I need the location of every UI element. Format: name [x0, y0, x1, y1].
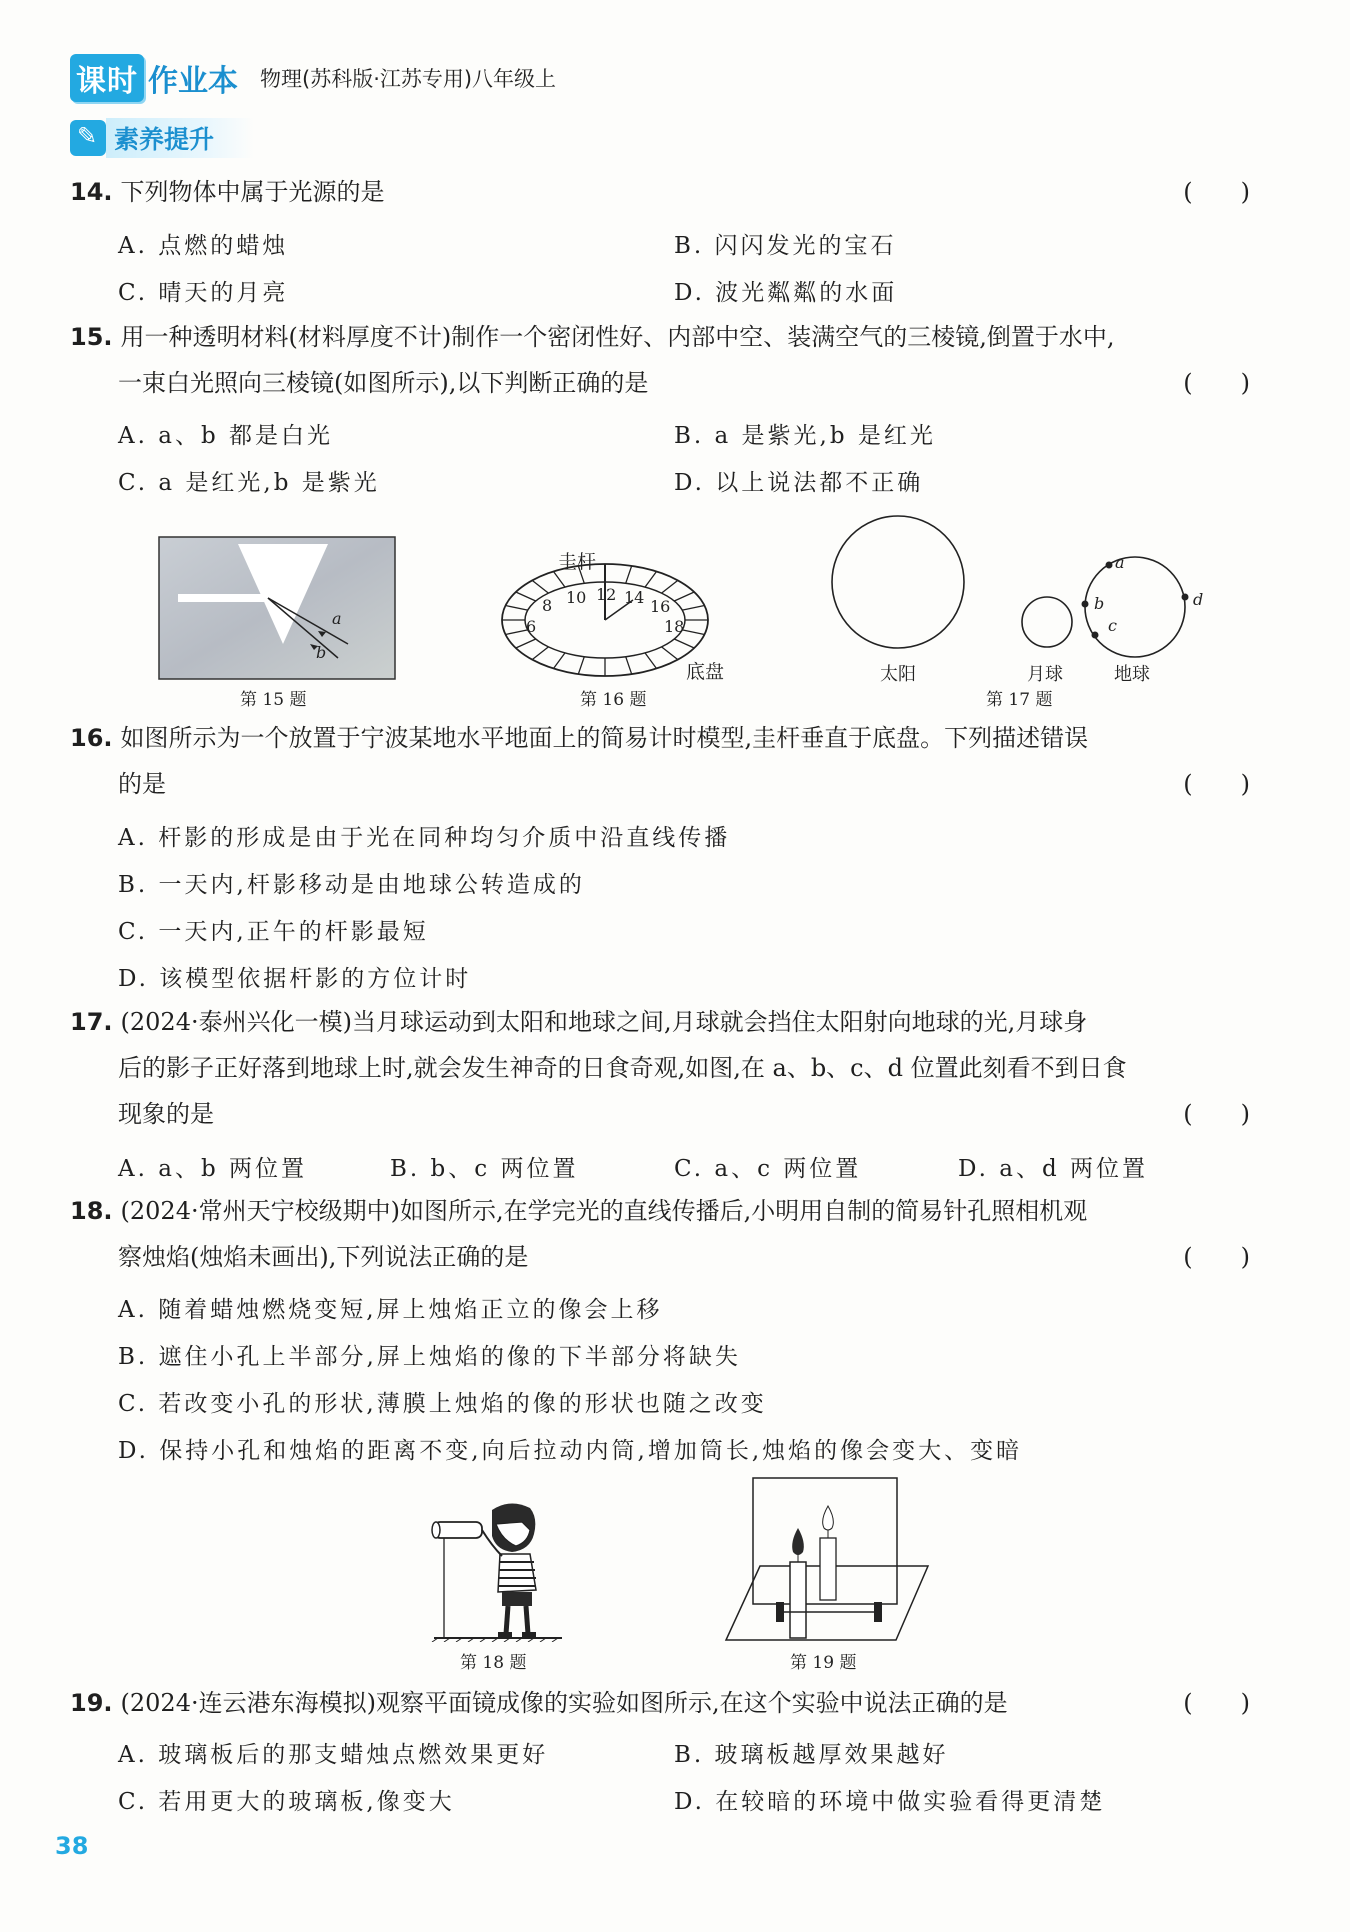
dial-tick — [662, 580, 678, 593]
page-header — [70, 54, 556, 102]
option-d: D. a、d 两位置 — [958, 1156, 1148, 1182]
figure-15-prism — [158, 536, 398, 682]
dial-tick — [662, 647, 678, 660]
option-b: B. a 是紫光,b 是红光 — [674, 423, 936, 449]
moon-label: 月球 — [1027, 664, 1063, 685]
option-d: D. 波光粼粼的水面 — [674, 280, 898, 306]
brand-logo: 课时 — [70, 54, 144, 102]
dial-tick — [516, 639, 536, 648]
question-15 — [70, 322, 1250, 398]
option-d: D. 以上说法都不正确 — [674, 470, 924, 496]
hour-18: 18 — [664, 617, 685, 636]
dial-tick — [645, 572, 657, 588]
subject-title: 物理(苏科版·江苏专用)八年级上 — [260, 67, 557, 91]
figure-caption: 第 19 题 — [790, 1653, 857, 1673]
option-c: C. a 是红光,b 是紫光 — [118, 470, 380, 496]
ray-label-b: b — [316, 643, 327, 662]
option-a: A. 玻璃板后的那支蜡烛点燃效果更好 — [118, 1742, 549, 1768]
gnomon-label: 圭杆 — [558, 551, 597, 573]
dial-tick — [674, 639, 694, 648]
question-14 — [70, 177, 1250, 207]
hour-6: 6 — [526, 617, 537, 636]
question-number: 14. — [70, 178, 113, 206]
answer-bracket: ( ) — [1183, 1243, 1250, 1271]
question-text-line2: 察烛焰(烛焰未画出),下列说法正确的是 — [118, 1243, 529, 1271]
question-number: 16. — [70, 724, 113, 752]
point-d: d — [1193, 590, 1204, 609]
hour-14: 14 — [624, 588, 645, 607]
option-b: B. 遮住小孔上半部分,屏上烛焰的像的下半部分将缺失 — [118, 1344, 741, 1370]
hour-8: 8 — [542, 596, 553, 615]
brand-name: 作业本 — [148, 64, 238, 99]
hour-12: 12 — [596, 585, 617, 604]
answer-bracket: ( ) — [1183, 178, 1250, 206]
dial-label: 底盘 — [686, 661, 725, 683]
option-a: A. a、b 都是白光 — [118, 423, 333, 449]
dial-tick — [626, 566, 632, 583]
question-number: 19. — [70, 1689, 113, 1717]
ray-label-a: a — [332, 609, 342, 628]
option-c: C. 若用更大的玻璃板,像变大 — [118, 1789, 455, 1815]
option-b: B. 玻璃板越厚效果越好 — [674, 1742, 949, 1768]
question-number: 17. — [70, 1008, 113, 1036]
question-16 — [70, 723, 1250, 799]
dial-tick — [532, 647, 548, 660]
dial-tick — [532, 580, 548, 593]
sun-label: 太阳 — [880, 664, 916, 685]
question-19 — [70, 1688, 1250, 1718]
question-text: (2024·常州天宁校级期中)如图所示,在学完光的直线传播后,小明用自制的简易针孔照相机观 — [120, 1197, 1088, 1225]
option-a: A. 杆影的形成是由于光在同种均匀介质中沿直线传播 — [118, 825, 731, 851]
dial-tick — [645, 653, 657, 669]
question-text: 如图所示为一个放置于宁波某地水平地面上的简易计时模型,圭杆垂直于底盘。下列描述错误 — [120, 724, 1089, 752]
question-text-line2: 一束白光照向三棱镜(如图所示),以下判断正确的是 — [118, 369, 649, 397]
question-number: 18. — [70, 1197, 113, 1225]
question-text: 下列物体中属于光源的是 — [120, 178, 385, 206]
option-c: C. 晴天的月亮 — [118, 280, 289, 306]
answer-bracket: ( ) — [1183, 770, 1250, 798]
question-text: (2024·连云港东海模拟)观察平面镜成像的实验如图所示,在这个实验中说法正确的是 — [120, 1689, 1008, 1717]
option-a: A. 随着蜡烛燃烧变短,屏上烛焰正立的像会上移 — [118, 1297, 663, 1323]
dial-tick — [554, 653, 566, 669]
section-heading — [70, 118, 254, 158]
option-b: B. b、c 两位置 — [390, 1156, 579, 1182]
dial-tick — [578, 657, 584, 674]
moon-circle — [1022, 597, 1072, 647]
answer-bracket: ( ) — [1183, 369, 1250, 397]
earth-label: 地球 — [1114, 664, 1150, 685]
option-d: D. 保持小孔和烛焰的距离不变,向后拉动内筒,增加筒长,烛焰的像会变大、变暗 — [118, 1438, 1023, 1464]
option-b: B. 闪闪发光的宝石 — [674, 233, 897, 259]
dial-tick — [516, 592, 536, 601]
pencil-icon — [70, 120, 106, 156]
question-text-line2: 的是 — [118, 770, 166, 798]
answer-bracket: ( ) — [1183, 1100, 1250, 1128]
point-b: b — [1094, 594, 1105, 613]
section-title: 素养提升 — [106, 118, 254, 158]
option-c: C. 一天内,正午的杆影最短 — [118, 919, 429, 945]
page-number: 38 — [55, 1832, 89, 1860]
figure-caption: 第 17 题 — [986, 690, 1053, 710]
dial-tick — [506, 606, 528, 611]
figure-caption: 第 15 题 — [240, 690, 307, 710]
option-a: A. 点燃的蜡烛 — [118, 233, 289, 259]
dial-tick — [674, 592, 694, 601]
option-c: C. 若改变小孔的形状,薄膜上烛焰的像的形状也随之改变 — [118, 1391, 767, 1417]
dial-tick — [682, 606, 704, 611]
sun-circle — [832, 516, 964, 648]
option-b: B. 一天内,杆影移动是由地球公转造成的 — [118, 872, 585, 898]
point-a: a — [1115, 553, 1125, 572]
hour-10: 10 — [566, 588, 587, 607]
figure-17-eclipse — [830, 510, 1210, 660]
dial-tick — [682, 630, 704, 635]
option-a: A. a、b 两位置 — [118, 1156, 307, 1182]
dial-tick — [506, 630, 528, 635]
option-c: C. a、c 两位置 — [674, 1156, 862, 1182]
dial-tick — [626, 657, 632, 674]
question-text: 用一种透明材料(材料厚度不计)制作一个密闭性好、内部中空、装满空气的三棱镜,倒置于水中, — [120, 323, 1115, 351]
option-d: D. 该模型依据杆影的方位计时 — [118, 966, 472, 992]
option-d: D. 在较暗的环境中做实验看得更清楚 — [674, 1789, 1106, 1815]
question-number: 15. — [70, 323, 113, 351]
hour-16: 16 — [650, 597, 671, 616]
question-17 — [70, 1007, 1250, 1129]
figure-18-pinhole-camera — [430, 1500, 570, 1642]
question-text-line3: 现象的是 — [118, 1100, 214, 1128]
figure-caption: 第 16 题 — [580, 690, 647, 710]
question-18 — [70, 1196, 1250, 1272]
question-text-line2: 后的影子正好落到地球上时,就会发生神奇的日食奇观,如图,在 a、b、c、d 位置此刻看不到日食 — [118, 1054, 1127, 1082]
answer-bracket: ( ) — [1183, 1689, 1250, 1717]
figure-caption: 第 18 题 — [460, 1653, 527, 1673]
point-c: c — [1108, 616, 1117, 635]
question-text: (2024·泰州兴化一模)当月球运动到太阳和地球之间,月球就会挡住太阳射向地球的光,月球身 — [120, 1008, 1088, 1036]
figure-19-plane-mirror — [720, 1476, 930, 1644]
